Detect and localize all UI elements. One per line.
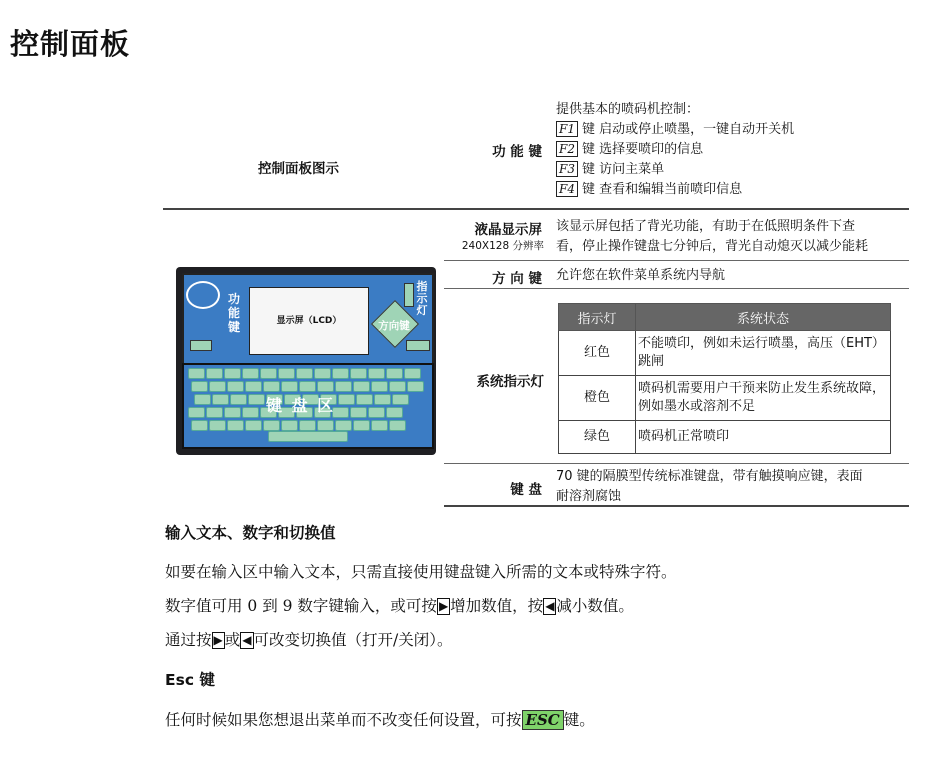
f4-row (556, 180, 794, 200)
para-esc (165, 708, 595, 730)
status-red: 不能喷印，例如未运行喷墨，高压（EHT）跳闸 (636, 331, 891, 376)
para-toggle-b: 或 (224, 631, 241, 649)
right-arrow-key-icon: ▶ (438, 599, 449, 613)
lcd-label: 液晶显示屏 (474, 222, 542, 238)
keyboard-key (242, 368, 259, 379)
lcd-screen: 显示屏（LCD） (249, 287, 369, 355)
keyboard-key (353, 420, 370, 431)
keyboard-key (386, 407, 403, 418)
keyboard-key (188, 368, 205, 379)
keyboard-key (296, 368, 313, 379)
table-divider (163, 208, 909, 210)
direction-desc: 允许您在软件菜单系统内导航 (556, 268, 726, 283)
f4-key-icon: F4 (556, 181, 578, 197)
keyboard-key (386, 368, 403, 379)
para-esc-a: 任何时候如果您想退出菜单而不改变任何设置，可按 (165, 711, 522, 729)
lcd-desc-line1: 该显示屏包括了背光功能，有助于在低照明条件下查 (556, 219, 856, 234)
page-title: 控制面板 (10, 27, 131, 61)
keyboard-key (299, 420, 316, 431)
table-row (559, 331, 891, 376)
para-toggle-c: 可改变切换值（打开/关闭）。 (253, 631, 453, 649)
logo-icon (186, 281, 220, 309)
figure-header: 控制面板图示 (258, 161, 339, 177)
table-row (559, 421, 891, 454)
keyboard-key (299, 381, 316, 392)
enter-key-icon (406, 340, 430, 351)
keyboard-key (350, 368, 367, 379)
keyboard-key (374, 394, 391, 405)
f1-row (556, 120, 794, 140)
section-heading-esc: Esc 键 (165, 671, 215, 689)
keyboard-key (248, 394, 265, 405)
f2-key-icon: F2 (556, 141, 578, 157)
function-keys-label: 功 能 键 (492, 144, 542, 160)
function-keys-desc (556, 100, 794, 200)
keyboard-key (245, 420, 262, 431)
keyboard-desc-line1: 70 键的隔膜型传统标准键盘，带有触摸响应键，表面 (556, 469, 863, 484)
indicator-header-light: 指示灯 (559, 304, 636, 331)
keyboard-key (407, 381, 424, 392)
keyboard-desc-line2: 耐溶剂腐蚀 (556, 489, 622, 504)
keyboard-key (281, 420, 298, 431)
keyboard-figure-label: 键 盘 区 (266, 396, 336, 415)
keyboard-key (332, 368, 349, 379)
lcd-desc (556, 217, 868, 257)
para-input-text: 如要在输入区中输入文本，只需直接使用键盘键入所需的文本或特殊字符。 (165, 563, 677, 581)
f3-row (556, 160, 794, 180)
keyboard-key (206, 368, 223, 379)
keyboard-key (353, 381, 370, 392)
keyboard-key (314, 368, 331, 379)
f3-desc: 键 访问主菜单 (581, 162, 665, 177)
esc-key-icon: ESC (522, 710, 564, 730)
keyboard-key (356, 394, 373, 405)
row-divider (444, 463, 909, 464)
keyboard-key (188, 407, 205, 418)
f3-key-icon: F3 (556, 161, 578, 177)
keyboard-key (368, 407, 385, 418)
direction-label: 方 向 键 (492, 271, 542, 287)
f2-desc: 键 选择要喷印的信息 (581, 142, 704, 157)
keyboard-key (335, 420, 352, 431)
keyboard-key (389, 420, 406, 431)
func-keys-figure-label: 功能键 (227, 292, 240, 334)
right-arrow-key-icon: ▶ (213, 633, 223, 647)
spacebar-key (268, 431, 348, 442)
keyboard-key (371, 381, 388, 392)
direction-figure-label: 方向键 (378, 320, 410, 332)
f1-desc: 键 启动或停止喷墨，一键自动开关机 (581, 122, 795, 137)
lcd-sublabel: 240X128 分辨率 (461, 240, 544, 252)
keyboard-key (263, 381, 280, 392)
keyboard-key (404, 368, 421, 379)
keyboard-key (371, 420, 388, 431)
keyboard-key (245, 381, 262, 392)
status-green: 喷码机正常喷印 (636, 421, 891, 454)
keyboard-key (278, 368, 295, 379)
indicator-lights-icon (404, 283, 414, 307)
indicator-header-status: 系统状态 (636, 304, 891, 331)
keyboard-key (260, 368, 277, 379)
para-numeric-b: 增加数值，按 (450, 597, 544, 615)
table-row (559, 376, 891, 421)
keyboard-key (368, 368, 385, 379)
left-arrow-key-icon: ◀ (545, 599, 555, 613)
para-numeric-c: 减小数值。 (556, 597, 634, 615)
para-numeric-a: 数字值可用 0 到 9 数字键输入，或可按 (165, 597, 437, 615)
keyboard-key (224, 368, 241, 379)
para-numeric (165, 594, 634, 616)
keyboard-key (212, 394, 229, 405)
keyboard-key (224, 407, 241, 418)
keyboard-key (317, 381, 334, 392)
f1-key-icon: F1 (556, 121, 578, 137)
keyboard-key (191, 420, 208, 431)
keyboard-label: 键 盘 (510, 482, 542, 498)
keyboard-key (191, 381, 208, 392)
f2-row (556, 140, 794, 160)
keyboard-key (206, 407, 223, 418)
f4-desc: 键 查看和编辑当前喷印信息 (581, 182, 743, 197)
keyboard-desc (556, 467, 863, 507)
function-keys-intro: 提供基本的喷码机控制： (556, 102, 700, 117)
lcd-desc-line2: 看，停止操作键盘七分钟后，背光自动熄灭以减少能耗 (556, 239, 869, 254)
keyboard-key (227, 420, 244, 431)
keyboard-key (209, 381, 226, 392)
row-divider (444, 288, 909, 289)
keyboard-key (281, 381, 298, 392)
keyboard-key (335, 381, 352, 392)
keyboard-key (338, 394, 355, 405)
left-arrow-key-icon: ◀ (242, 633, 252, 647)
esc-key-icon (190, 340, 212, 351)
keyboard-key (317, 420, 334, 431)
section-heading-input: 输入文本、数字和切换值 (165, 524, 336, 542)
row-divider (444, 260, 909, 261)
keyboard-key (242, 407, 259, 418)
light-green: 绿色 (559, 421, 636, 454)
para-toggle (165, 628, 452, 650)
keyboard-key (392, 394, 409, 405)
indicator-table (558, 303, 891, 454)
status-orange: 喷码机需要用户干预来防止发生系统故障，例如墨水或溶剂不足 (636, 376, 891, 421)
table-bottom (444, 505, 909, 507)
light-red: 红色 (559, 331, 636, 376)
para-toggle-a: 通过按 (165, 631, 212, 649)
keyboard-key (227, 381, 244, 392)
indicator-label: 系统指示灯 (476, 374, 544, 390)
light-orange: 橙色 (559, 376, 636, 421)
keyboard-key (389, 381, 406, 392)
para-esc-b: 键。 (563, 711, 595, 729)
keyboard-key (350, 407, 367, 418)
keyboard-key (263, 420, 280, 431)
keyboard-key (194, 394, 211, 405)
keyboard-key (209, 420, 226, 431)
keyboard-key (230, 394, 247, 405)
indicator-figure-label: 指示灯 (416, 280, 428, 317)
